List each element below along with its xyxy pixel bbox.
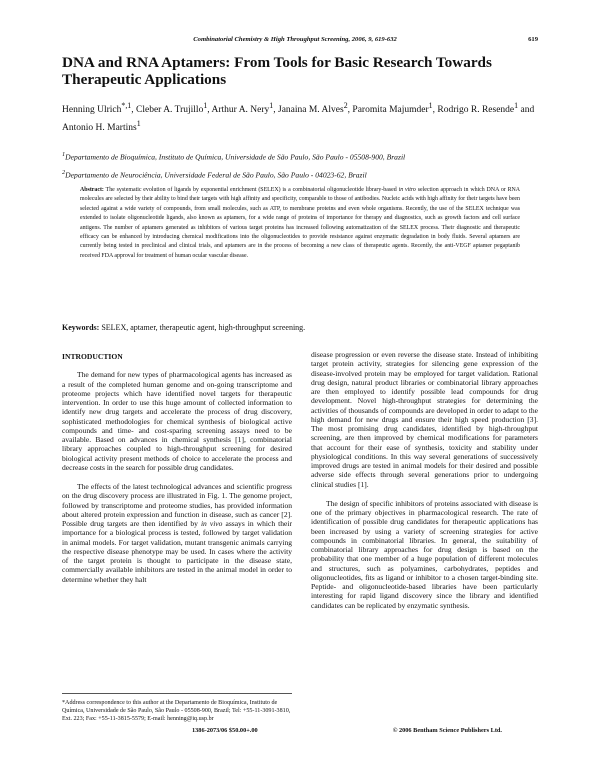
- author-sup: 1: [514, 101, 519, 110]
- running-header: [62, 36, 538, 43]
- author-sup: 1: [203, 101, 208, 110]
- abstract: [80, 186, 520, 261]
- section-heading: INTRODUCTION: [62, 352, 123, 361]
- left-column: [62, 352, 292, 594]
- author: Arthur A. Nery: [211, 105, 270, 116]
- affiliation-num: 2: [62, 169, 66, 176]
- author: Antonio H. Martins: [62, 123, 137, 134]
- correspondence-footnote: *Address correspondence to this author at the Departamento de Bioquímica, Instituto de Química, Universidade de São Paulo, São Paulo - 05508-900, Brazil; Tel: +55-11-3091-3810, Ext. 223; Fax: +55-11-3815-5579; E-mail: henning@iq.usp.br: [62, 693, 292, 724]
- author-sup: 1: [136, 119, 141, 129]
- paragraph-text: assays in which their importance for a biological process is tested, followed by target validation in animal models. For target validation, mutant transgenic animals carrying the respective disease phenotype may be used. In cases where the activity of the target protein is thought to participate in the disease state, commercially available inhibitors are tested in the animal model in order to determine whether they halt: [62, 519, 293, 584]
- page-footer: [192, 727, 502, 734]
- author-sup: 1: [269, 101, 274, 110]
- affiliation-text: Departamento de Bioquímica, Instituto de Química, Universidade de São Paulo, São Paulo - 05508-900, Brazil: [65, 152, 406, 162]
- abstract-text: The systematic evolution of ligands by exponential enrichment (SELEX) is a combinatorial oligonucleotide library-based: [105, 187, 397, 193]
- affiliation-2: [62, 168, 538, 181]
- author-list: Henning Ulrich$^{*,1}$, Cleber A. Trujillo$^1$, Arthur A. Nery$^1$, Janaina M. Alves$^2$, Paromita Majumder$^1$, Rodrigo R. Resende$^1$ and Antonio H. Martins$^1$: [62, 101, 535, 134]
- paragraph: The design of specific inhibitors of proteins associated with disease is one of the primary objectives in pharmacological research. The rate of identification of possible drug candidates for therapeutic applications has been increased by using a variety of screening strategies for active compounds in combinatorial libraries. In general, the suitability of combinatorial library approaches for drug design is based on the probability that one member of a huge population of different molecules and structures, such as polyamines, carbohydrates, peptides and oligonucleotides, fits as ligand or inhibitor to a chosen target-binding site. Peptide- and oligonucleotide-based libraries have been particularly interesting for rapid ligand discovery since the library and identified candidates can be replicated by enzymatic synthesis.: [311, 498, 538, 610]
- affiliation-1: [62, 150, 538, 163]
- right-column: [311, 350, 538, 620]
- keywords: [62, 323, 538, 332]
- copyright: © 2006 Bentham Science Publishers Ltd.: [392, 727, 502, 734]
- author-sup: 1: [428, 101, 433, 110]
- author-sup: 2: [343, 101, 348, 110]
- paragraph: The demand for new types of pharmacological agents has increased as a result of the completed human genome and on-going transcriptome and proteome projects which have identified novel targets for therapeutic intervention. In order to use this huge amount of collected information to identify new drug targets and accelerate the process of drug discovery, sophisticated methodologies for chemical synthesis of biological active compounds and time- and cost-sparing screening assays need to be available. Based on advances in chemical synthesis [1], combinatorial library approaches coupled to high-throughput screening for desired biological activity present methods of choice to accelerate the process and decrease costs in the search for possible drug candidates.: [62, 370, 292, 472]
- page-number: 619: [528, 36, 538, 43]
- issn-price: 1386-2073/06 $50.00+.00: [192, 727, 258, 734]
- paragraph-text: The effects of the latest technological advances and scientific progress on the drug discovery process are illustrated in Fig. 1. The genome project, followed by transcriptome and proteome studies, has provided information about altered protein expression and function in disease, such as cancer [2]. Possible drug targets are then identified by: [62, 482, 292, 528]
- abstract-label: Abstract:: [80, 187, 104, 193]
- affiliation-text: Departamento de Neurociência, Universidade Federal de São Paulo, São Paulo - 04023-62, Brazil: [65, 170, 367, 180]
- keywords-label: Keywords:: [62, 323, 100, 332]
- abstract-italic: in vitro: [398, 187, 416, 193]
- author: Cleber A. Trujillo: [136, 105, 204, 116]
- paragraph-italic: in vivo: [200, 519, 223, 528]
- paragraph: [62, 482, 292, 584]
- paragraph: disease progression or even reverse the disease state. Instead of inhibiting target protein activity, strategies for silencing gene expression of the disease-involved protein may be employed for target validation. Rational drug design, natural product libraries or combinatorial library approaches are then employed to identify possible lead compounds for drug development. Novel high-throughput strategies for determining the activities of thousands of compounds are developed in order to adapt to the high demand for new drugs and ensure their high speed production [3]. The most promising drug candidates, identified by high-throughput screening, are then improved by chemical modifications for parameters that account for their ease of synthesis, toxicity and stability under physiological conditions. In this way several generations of successively improved drugs are tested in animal models for their desired and possible adverse side effects through several generations prior to undergoing clinical studies [1].: [311, 350, 538, 489]
- abstract-text: selection approach in which DNA or RNA molecules are selected by their ability to bind their targets with high affinity and specificity, comparable to those of antibodies. Nucleic acids with high affinity for their targets have been selected against a wide variety of compounds, from small molecules, such as ATP, to membrane proteins and even whole organisms. Recently, the use of the SELEX technique was extended to isolate oligonucleotide ligands, also known as aptamers, for a wide range of proteins of importance for therapy and diagnostics, such as growth factors and cell surface antigens. The number of aptamers generated as inhibitors of various target proteins has increased following automatization of the SELEX process. Their diagnostic and therapeutic efficacy can be enhanced by introducing chemical modifications into the oligonucleotides to provide resistance against enzymatic degradation in body fluids. Several aptamers are currently being tested in preclinical and clinical trials, and aptamers are in the process of becoming a new class of therapeutic agents. Recently, the anti-VEGF aptamer pegaptanib received FDA approval for treatment of human ocular vascular disease.: [80, 187, 520, 259]
- author-sup: *,1: [121, 101, 132, 110]
- author: Janaina M. Alves: [278, 105, 344, 116]
- author: Rodrigo R. Resende: [437, 105, 515, 116]
- author: Paromita Majumder: [352, 105, 429, 116]
- paper-title: DNA and RNA Aptamers: From Tools for Basic Research Towards Therapeutic Applications: [62, 54, 492, 88]
- journal-citation: Combinatorial Chemistry & High Throughput Screening, 2006, 9, 619-632: [193, 36, 397, 43]
- author: Henning Ulrich: [62, 105, 122, 116]
- keywords-text: SELEX, aptamer, therapeutic agent, high-throughput screening.: [101, 323, 306, 332]
- affiliation-num: 1: [62, 151, 66, 158]
